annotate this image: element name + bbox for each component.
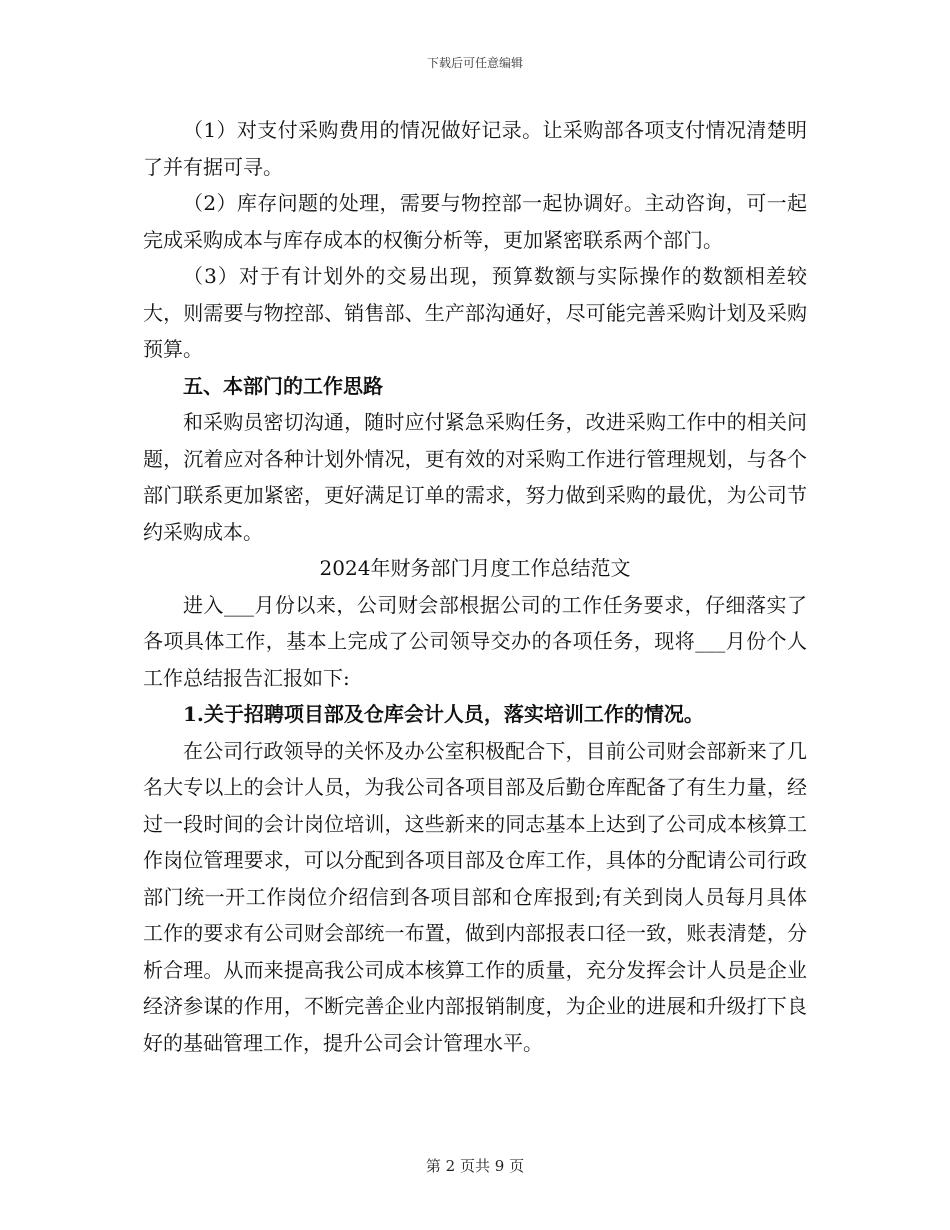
paragraph-item-1: （1）对支付采购费用的情况做好记录。让采购部各项支付情况清楚明了并有据可寻。	[143, 118, 807, 179]
page-footer: 第 2 页共 9 页	[425, 1157, 525, 1175]
page-header: 下载后可任意编辑	[426, 56, 523, 70]
section-heading: 五、本部门的工作思路	[183, 373, 383, 398]
paragraph-item-2: （2）库存问题的处理，需要与物控部一起协调好。主动咨询，可一起完成采购成本与库存成本的权衡分析等，更加紧密联系两个部门。	[143, 191, 807, 252]
subsection-heading: 1.关于招聘项目部及仓库会计人员，落实培训工作的情况。	[183, 702, 704, 726]
document-title: 2024年财务部门月度工作总结范文	[319, 556, 631, 580]
paragraph-recruitment: 在公司行政领导的关怀及办公室积极配合下，目前公司财会部新来了几名大专以上的会计人员，为我公司各项目部及后勤仓库配备了有生力量，经过一段时间的会计岗位培训，这些新来的同志基本上达到了公司成本核算工作岗位管理要求，可以分配到各项目部及仓库工作，具体的分配请公司行政部门统一开工作岗位介绍信到各项目部和仓库报到;有关到岗人员每月具体工作的要求有公司财会部统一布置，做到内部报表口径一致，账表清楚，分析合理。从而来提高我公司成本核算工作的质量，充分发挥会计人员是企业经济参谋的作用，不断完善企业内部报销制度，为企业的进展和升级打下良好的基础管理工作，提升公司会计管理水平。	[143, 738, 807, 1055]
document-body	[143, 112, 807, 1061]
paragraph-work-ideas: 和采购员密切沟通，随时应付紧急采购任务，改进采购工作中的相关问题，沉着应对各种计划外情况，更有效的对采购工作进行管理规划，与各个部门联系更加紧密，更好满足订单的需求，努力做到采购的最优，为公司节约采购成本。	[143, 410, 807, 544]
paragraph-intro: 进入___月份以来，公司财会部根据公司的工作任务要求，仔细落实了各项具体工作，基本上完成了公司领导交办的各项任务，现将___月份个人工作总结报告汇报如下:	[143, 592, 807, 690]
paragraph-item-3: （3）对于有计划外的交易出现，预算数额与实际操作的数额相差较大，则需要与物控部、销售部、生产部沟通好，尽可能完善采购计划及采购预算。	[143, 264, 807, 361]
